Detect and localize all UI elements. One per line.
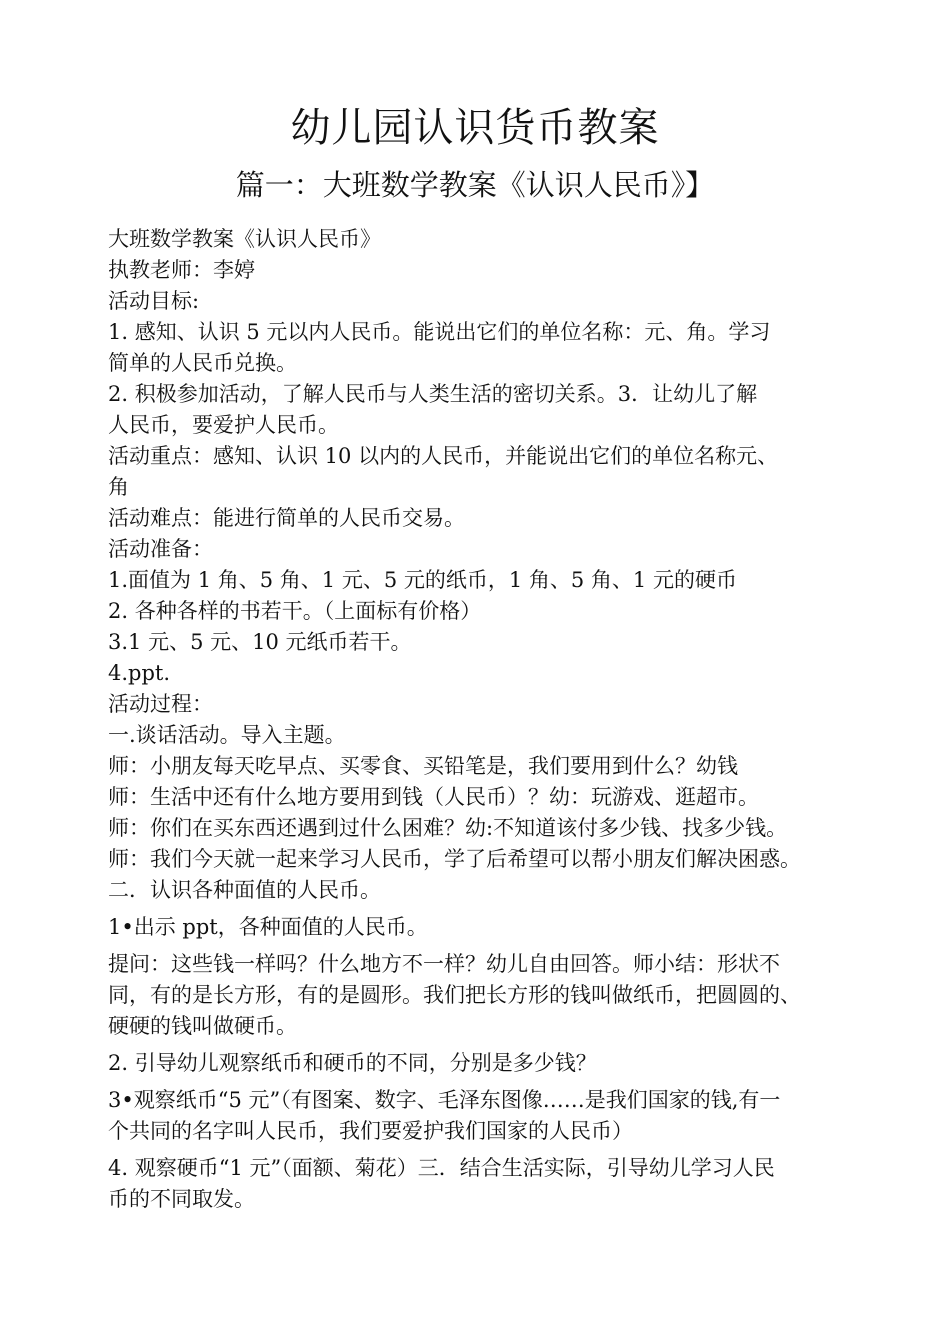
body-line: 同，有的是长方形，有的是圆形。我们把长方形的钱叫做纸币，把圆圆的、 <box>108 983 801 1007</box>
body-line: 个共同的名字叫人民币，我们要爱护我们国家的人民币） <box>108 1119 633 1143</box>
body-line: 二．认识各种面值的人民币。 <box>108 878 381 902</box>
body-line: 师：你们在买东西还遇到过什么困难？幼:不知道该付多少钱、找多少钱。 <box>108 816 788 840</box>
body-line: 师：我们今天就一起来学习人民币，学了后希望可以帮小朋友们解决困惑。 <box>108 847 801 871</box>
document-body <box>108 224 878 1215</box>
body-line: 4.ppt. <box>108 661 171 685</box>
body-line: 大班数学教案《认识人民币》 <box>108 227 381 251</box>
body-line: 1•出示 ppt，各种面值的人民币。 <box>108 915 428 939</box>
page-title: 幼儿园认识货币教案 <box>290 105 660 151</box>
body-line: 提问：这些钱一样吗？什么地方不一样？幼儿自由回答。师小结：形状不 <box>108 952 780 976</box>
page-subtitle: 篇一：大班数学教案《认识人民币》】 <box>235 168 715 202</box>
body-line: 活动过程： <box>108 692 213 716</box>
body-line: 2. 引导幼儿观察纸币和硬币的不同，分别是多少钱？ <box>108 1051 597 1075</box>
body-line: 币的不同取发。 <box>108 1187 255 1211</box>
body-line: 执教老师：李婷 <box>108 258 255 282</box>
body-line: 师：生活中还有什么地方要用到钱（人民币）？幼：玩游戏、逛超市。 <box>108 785 759 809</box>
body-line: 活动目标: <box>108 289 200 313</box>
body-line: 硬硬的钱叫做硬币。 <box>108 1014 297 1038</box>
body-line: 活动准备： <box>108 537 213 561</box>
body-line: 1.面值为 1 角、5 角、1 元、5 元的纸币，1 角、5 角、1 元的硬币 <box>108 568 737 592</box>
body-line: 一.谈话活动。导入主题。 <box>108 723 346 747</box>
body-line: 活动难点：能进行简单的人民币交易。 <box>108 506 465 530</box>
body-line: 简单的人民币兑换。 <box>108 351 297 375</box>
body-line: 2. 各种各样的书若干。（上面标有价格） <box>108 599 482 623</box>
body-line: 角 <box>108 475 129 499</box>
body-line: 师：小朋友每天吃早点、买零食、买铅笔是，我们要用到什么？幼钱 <box>108 754 738 778</box>
body-line: 2. 积极参加活动，了解人民币与人类生活的密切关系。3．让幼儿了解 <box>108 382 758 406</box>
body-line: 活动重点：感知、认识 10 以内的人民币，并能说出它们的单位名称元、 <box>108 444 779 468</box>
body-line: 3•观察纸币“5 元”（有图案、数字、毛泽东图像……是我们国家的钱,有一 <box>108 1088 781 1112</box>
body-line: 4. 观察硬币“1 元”（面额、菊花）三．结合生活实际，引导幼儿学习人民 <box>108 1156 775 1180</box>
body-line: 1. 感知、认识 5 元以内人民币。能说出它们的单位名称：元、角。学习 <box>108 320 771 344</box>
body-line: 3.1 元、5 元、10 元纸币若干。 <box>108 630 412 654</box>
body-line: 人民币，要爱护人民币。 <box>108 413 339 437</box>
